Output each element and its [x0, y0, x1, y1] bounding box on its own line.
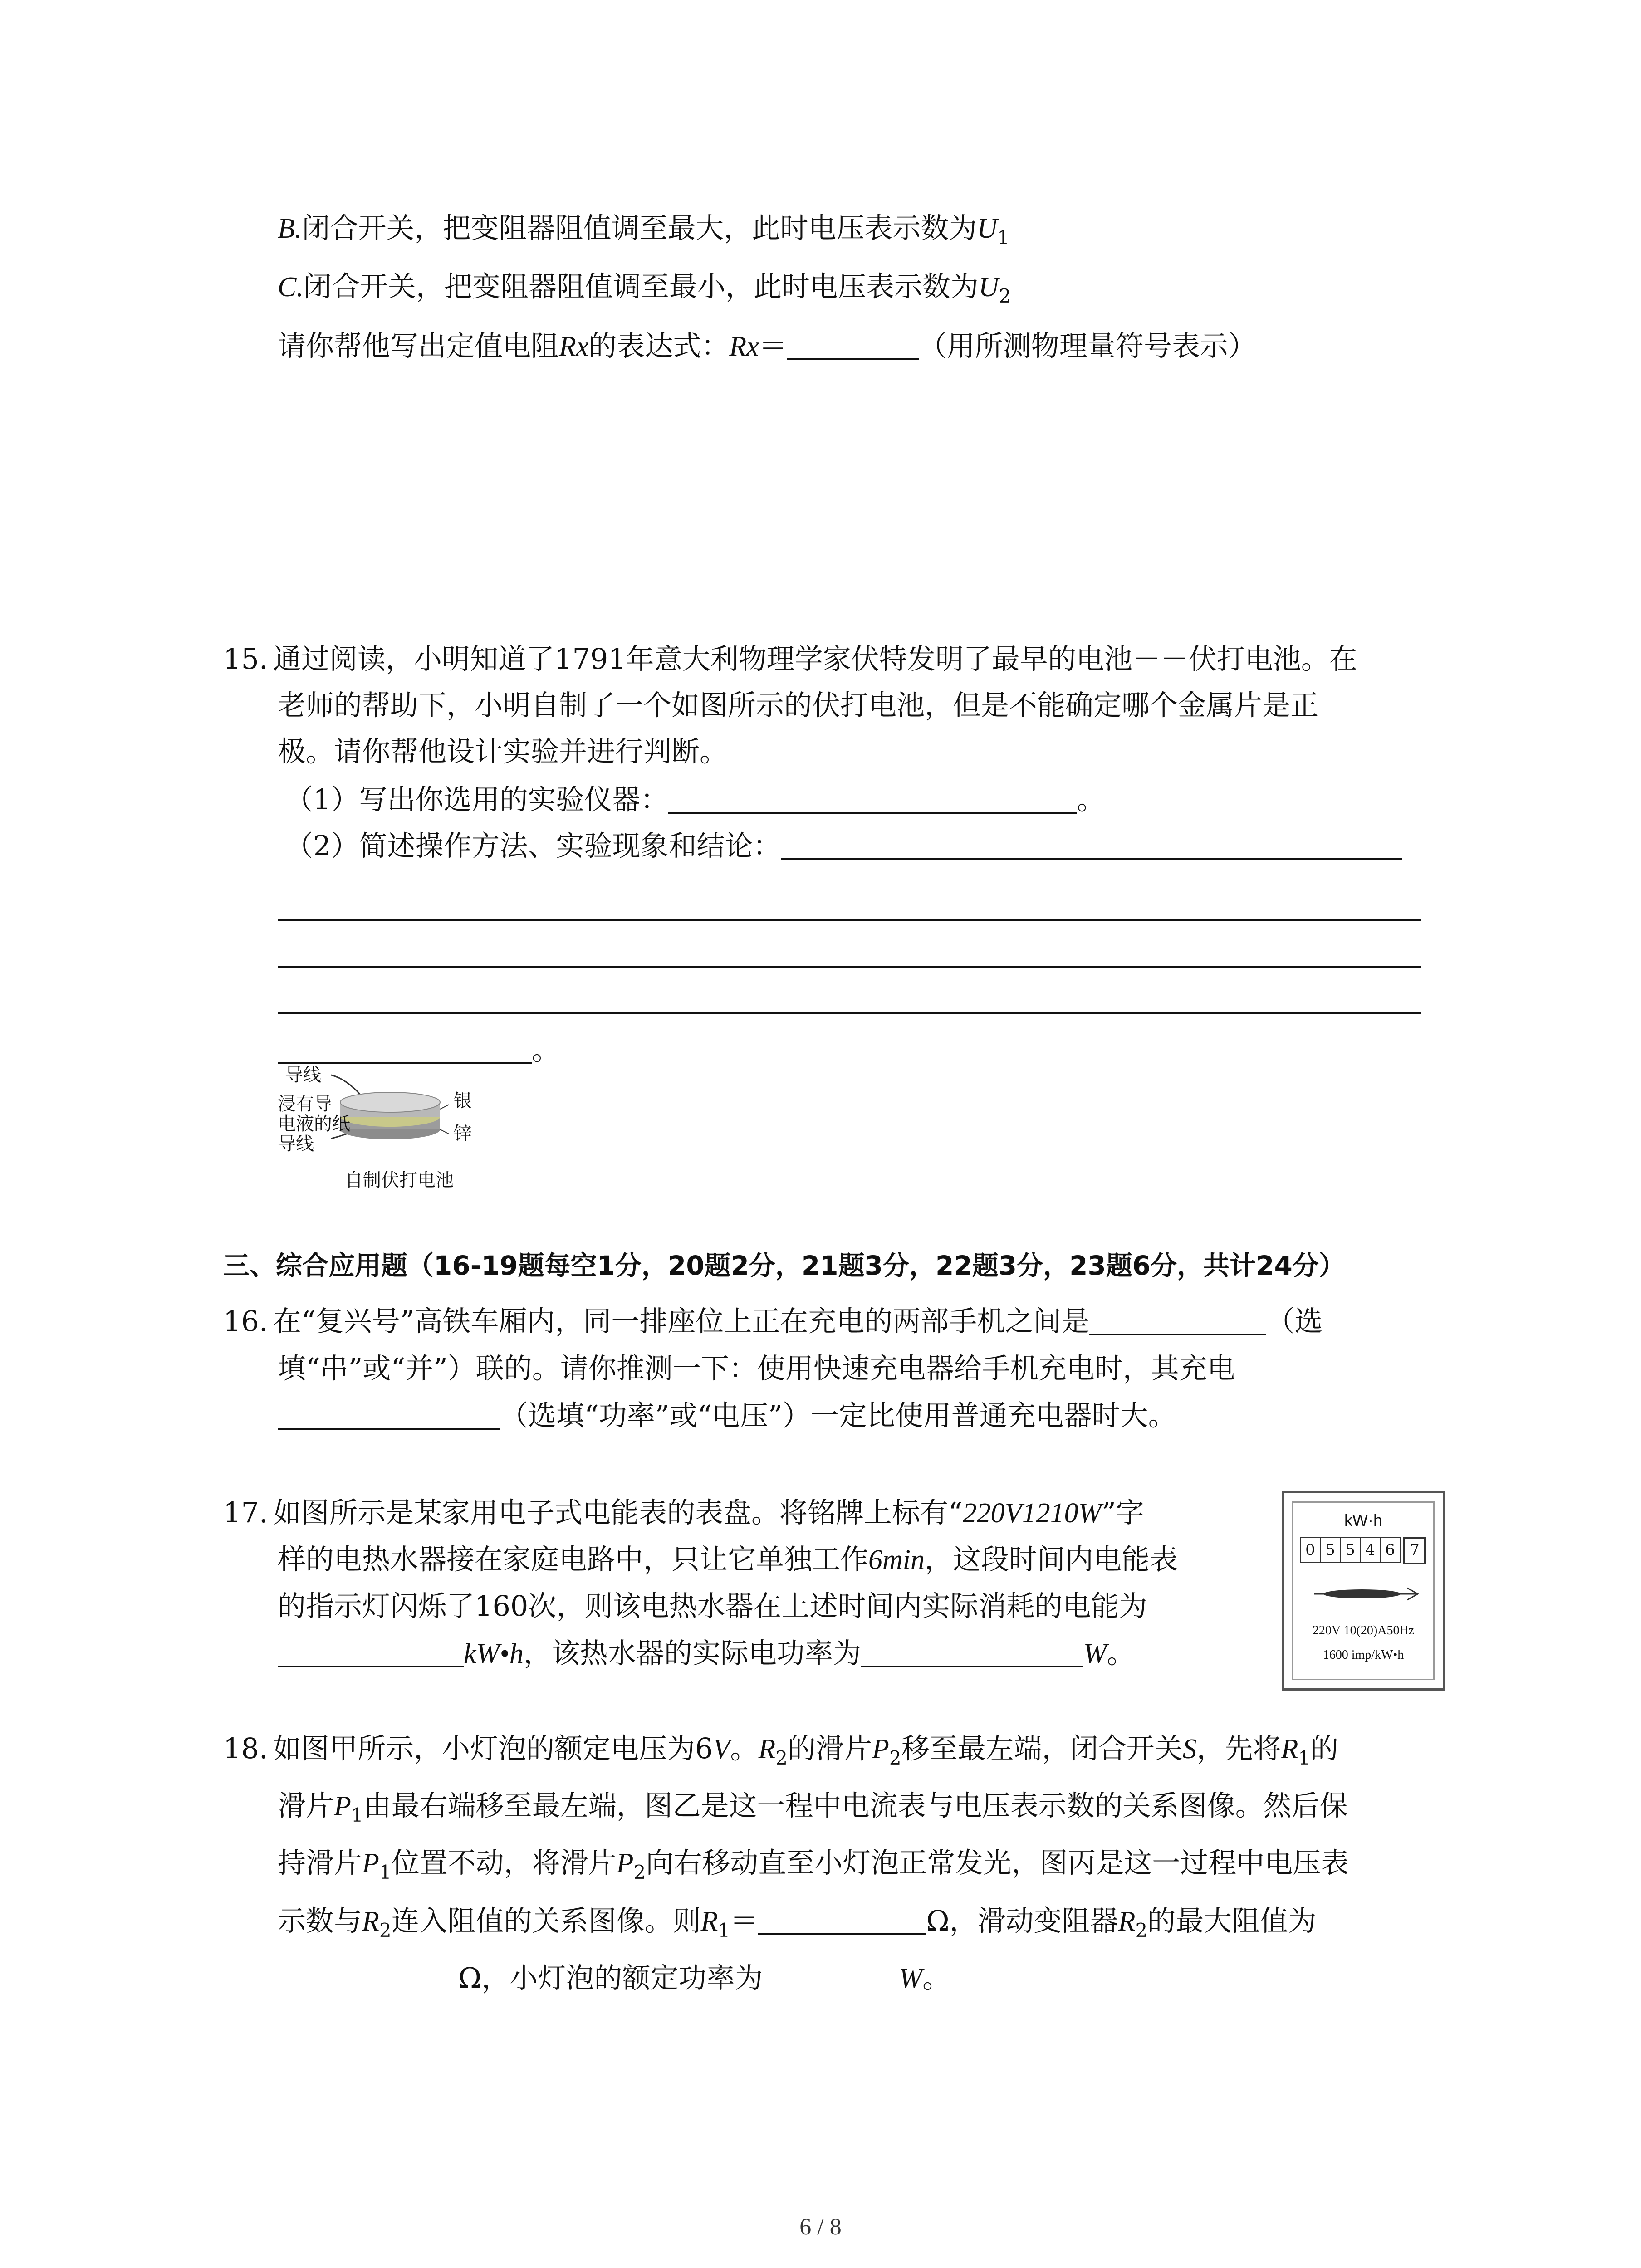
q16-line-3: （选填“功率”或“电压”）一定比使用普通充电器时大。	[278, 1395, 1176, 1436]
q17-line-3: 的指示灯闪烁了160次，则该电热水器在上述时间内实际消耗的电能为	[278, 1589, 1147, 1623]
meter-digit: 0	[1300, 1537, 1321, 1563]
question-number: 18.	[223, 1732, 268, 1765]
q15-line-2: 老师的帮助下，小明自制了一个如图所示的伏打电池，但是不能确定哪个金属片是正	[278, 689, 1319, 722]
question-number: 16.	[223, 1305, 268, 1338]
answer-blank[interactable]	[1089, 1305, 1266, 1335]
label-wire-bottom: 导线	[278, 1134, 314, 1154]
label-paper-2: 电液的纸	[278, 1114, 350, 1134]
q15-line-1: 15. 通过阅读，小明知道了1791年意大利物理学家伏特发明了最早的电池－－伏打电池。在	[223, 639, 1357, 679]
meter-digit: 5	[1341, 1537, 1361, 1563]
answer-line[interactable]	[278, 1012, 1421, 1014]
energy-meter-figure	[1282, 1491, 1445, 1691]
answer-blank[interactable]	[781, 830, 1402, 860]
label-wire-top: 导线	[285, 1065, 321, 1085]
section-title: 三、综合应用题（16-19题每空1分，20题2分，21题3分，22题3分，23题6分，共计24分）	[223, 1250, 1345, 1281]
q17-line-1: 17. 如图所示是某家用电子式电能表的表盘。将铭牌上标有“220V1210W”字	[223, 1492, 1144, 1534]
meter-rating: 220V 10(20)A50Hz	[1312, 1623, 1415, 1637]
answer-blank[interactable]	[758, 1905, 926, 1935]
answer-blank[interactable]	[278, 1400, 500, 1430]
q15-sub-2: （2）简述操作方法、实验现象和结论：	[285, 826, 1402, 866]
meter-unit: kW·h	[1344, 1511, 1382, 1530]
q15-sub-1: （1）写出你选用的实验仪器： 。	[285, 783, 1105, 816]
q14-option-c: C.闭合开关，把变阻器阻值调至最小，此时电压表示数为$U_2$	[278, 270, 1011, 307]
answer-blank[interactable]	[787, 330, 919, 360]
silver-pointer	[440, 1105, 449, 1109]
answer-blank[interactable]	[861, 1637, 1083, 1667]
q18-line-4: 示数与$R_2$连入阻值的关系图像。则$R_1= \Omega$，滑动变阻器$R_2$的最大阻值为	[278, 1904, 1317, 1941]
q14-expression-prompt: 请你帮他写出定值电阻Rx的表达式：Rx＝ （用所测物理量符号表示）	[278, 329, 1256, 362]
meter-frame	[1292, 1501, 1435, 1680]
answer-line[interactable]	[278, 966, 1421, 968]
q16-line-2: 填“串”或“并”）联的。请你推测一下：使用快速充电器给手机充电时，其充电	[278, 1352, 1235, 1385]
answer-blank[interactable]	[278, 1637, 464, 1667]
meter-disc-arrow-icon	[1310, 1583, 1423, 1605]
q18-line-2: 滑片$P_1$由最右端移至最左端，图乙是这一程中电流表与电压表示数的关系图像。然后保	[278, 1789, 1348, 1826]
q18-line-3: 持滑片$P_1$位置不动，将滑片$P_2$向右移动直至小灯泡正常发光，图丙是这一过程中电压表	[278, 1846, 1349, 1883]
meter-digit: 6	[1381, 1537, 1401, 1563]
q14-option-b: B.闭合开关，把变阻器阻值调至最大，此时电压表示数为$U_1$	[278, 211, 1009, 249]
question-number: 17.	[223, 1496, 268, 1529]
meter-digits	[1300, 1537, 1426, 1564]
figure-caption: 自制伏打电池	[345, 1170, 454, 1191]
page-number: 6 / 8	[799, 2214, 842, 2240]
zinc-pointer	[440, 1129, 449, 1134]
meter-digit: 4	[1361, 1537, 1381, 1563]
meter-impulse-rate: 1600 imp/kW•h	[1323, 1648, 1404, 1662]
answer-blank[interactable]	[668, 784, 1077, 814]
q15-last-answer-line: 。	[278, 1030, 560, 1070]
q17-line-4: kW•h，该热水器的实际电功率为 W。	[278, 1633, 1135, 1674]
meter-digit-last: 7	[1403, 1537, 1426, 1564]
q18-line-5: Ω，小灯泡的额定功率为 W。	[458, 1961, 951, 1994]
q17-line-2: 样的电热水器接在家庭电路中，只让它单独工作6min，这段时间内电能表	[278, 1543, 1178, 1576]
label-paper-1: 浸有导	[278, 1094, 332, 1114]
question-number: 15.	[223, 642, 268, 675]
silver-plate	[340, 1092, 440, 1112]
answer-blank[interactable]	[278, 1034, 532, 1064]
answer-line[interactable]	[278, 919, 1421, 921]
q15-line-3: 极。请你帮他设计实验并进行判断。	[278, 735, 728, 768]
q16-line-1: 16. 在“复兴号”高铁车厢内，同一排座位上正在充电的两部手机之间是 （选	[223, 1301, 1323, 1342]
label-silver: 银	[454, 1090, 472, 1111]
meter-digit: 5	[1321, 1537, 1341, 1563]
q18-line-1: 18. 如图甲所示，小灯泡的额定电压为6V。$R_2$的滑片$P_2$移至最左端，闭合开关S，先将$R_1$的	[223, 1728, 1338, 1779]
label-zinc: 锌	[454, 1123, 472, 1144]
